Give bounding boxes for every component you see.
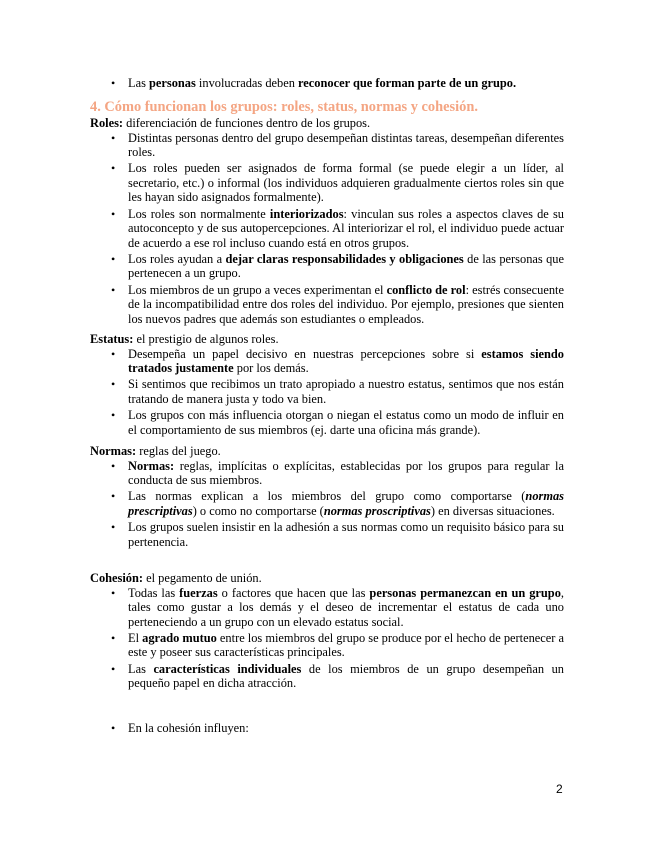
- list-item: • Las personas involucradas deben reconocer que forman parte de un grupo.: [90, 76, 564, 91]
- list-item: • Los miembros de un grupo a veces experimentan el conflicto de rol: estrés consecuente de la incompatibilidad entre dos roles del individuo. Por ejemplo, presiones que sienten los nuevos padres que además son estudiantes o empleados.: [90, 283, 564, 327]
- normas-definition: Normas: reglas del juego.: [90, 444, 221, 458]
- estatus-definition: Estatus: el prestigio de algunos roles.: [90, 332, 279, 346]
- cohesion-list: [90, 586, 564, 691]
- list-item: • Los grupos con más influencia otorgan o niegan el estatus como un modo de influir en el comportamiento de sus miembros (ej. darte una oficina más grande).: [90, 408, 564, 437]
- list-item: • Las normas explican a los miembros del grupo como comportarse (normas prescriptivas) o como no comportarse (normas proscriptivas) en diversas situaciones.: [90, 489, 564, 518]
- section-heading: 4. Cómo funcionan los grupos: roles, status, normas y cohesión.: [90, 99, 478, 115]
- list-item: • El agrado mutuo entre los miembros del grupo se produce por el hecho de pertenecer a este y poseer sus características principales.: [90, 631, 564, 660]
- cohesion-section: [90, 571, 564, 692]
- cohesion-factors-list: [90, 721, 564, 736]
- list-item: • Las características individuales de los miembros de un grupo desempeñan un pequeño papel en dicha atracción.: [90, 662, 564, 691]
- list-item: • Los roles pueden ser asignados de forma formal (se puede elegir a un líder, al secretario, etc.) o informal (los individuos adquieren gradualmente ciertos roles sin que les hayan sido asignados formalmente).: [90, 161, 564, 205]
- page-number: 2: [556, 782, 563, 796]
- list-item: • Todas las fuerzas o factores que hacen que las personas permanezcan en un grupo, tales como gustar a los demás y el deseo de incrementar el estatus de cada uno perteneciendo a un grupo con un elevado estatus social.: [90, 586, 564, 630]
- normas-section: [90, 444, 564, 551]
- list-item: • Los roles son normalmente interiorizados: vinculan sus roles a aspectos claves de su autoconcepto y de sus autopercepciones. Al interiorizar el rol, el individuo puede actuar de acuerdo a ese rol incluso cuando está en otros grupos.: [90, 207, 564, 251]
- intro-list: [90, 76, 564, 91]
- cohesion-definition: Cohesión: el pegamento de unión.: [90, 571, 262, 585]
- cohesion-label: Cohesión:: [90, 571, 144, 585]
- list-item: • Desempeña un papel decisivo en nuestras percepciones sobre si estamos siendo tratados justamente por los demás.: [90, 347, 564, 376]
- roles-list: [90, 131, 564, 327]
- roles-definition: Roles: diferenciación de funciones dentro de los grupos.: [90, 116, 371, 130]
- intro-block: [90, 76, 564, 92]
- list-item: • En la cohesión influyen:: [90, 721, 564, 736]
- list-item: • Distintas personas dentro del grupo desempeñan distintas tareas, desempeñan diferentes roles.: [90, 131, 564, 160]
- list-item: • Los grupos suelen insistir en la adhesión a sus normas como un requisito básico para su pertenencia.: [90, 520, 564, 549]
- roles-section: [90, 116, 564, 328]
- list-item: • Los roles ayudan a dejar claras responsabilidades y obligaciones de las personas que pertenecen a un grupo.: [90, 252, 564, 281]
- normas-label: Normas:: [90, 444, 137, 458]
- estatus-list: [90, 347, 564, 438]
- list-item: • Normas: reglas, implícitas o explícitas, establecidas por los grupos para regular la conducta de sus miembros.: [90, 459, 564, 488]
- estatus-section: [90, 332, 564, 439]
- normas-list: [90, 459, 564, 550]
- estatus-label: Estatus:: [90, 332, 134, 346]
- roles-label: Roles:: [90, 116, 124, 130]
- list-item: • Si sentimos que recibimos un trato apropiado a nuestro estatus, sentimos que nos están tratando de manera justa y todo va bien.: [90, 377, 564, 406]
- cohesion-factors-block: [90, 721, 564, 737]
